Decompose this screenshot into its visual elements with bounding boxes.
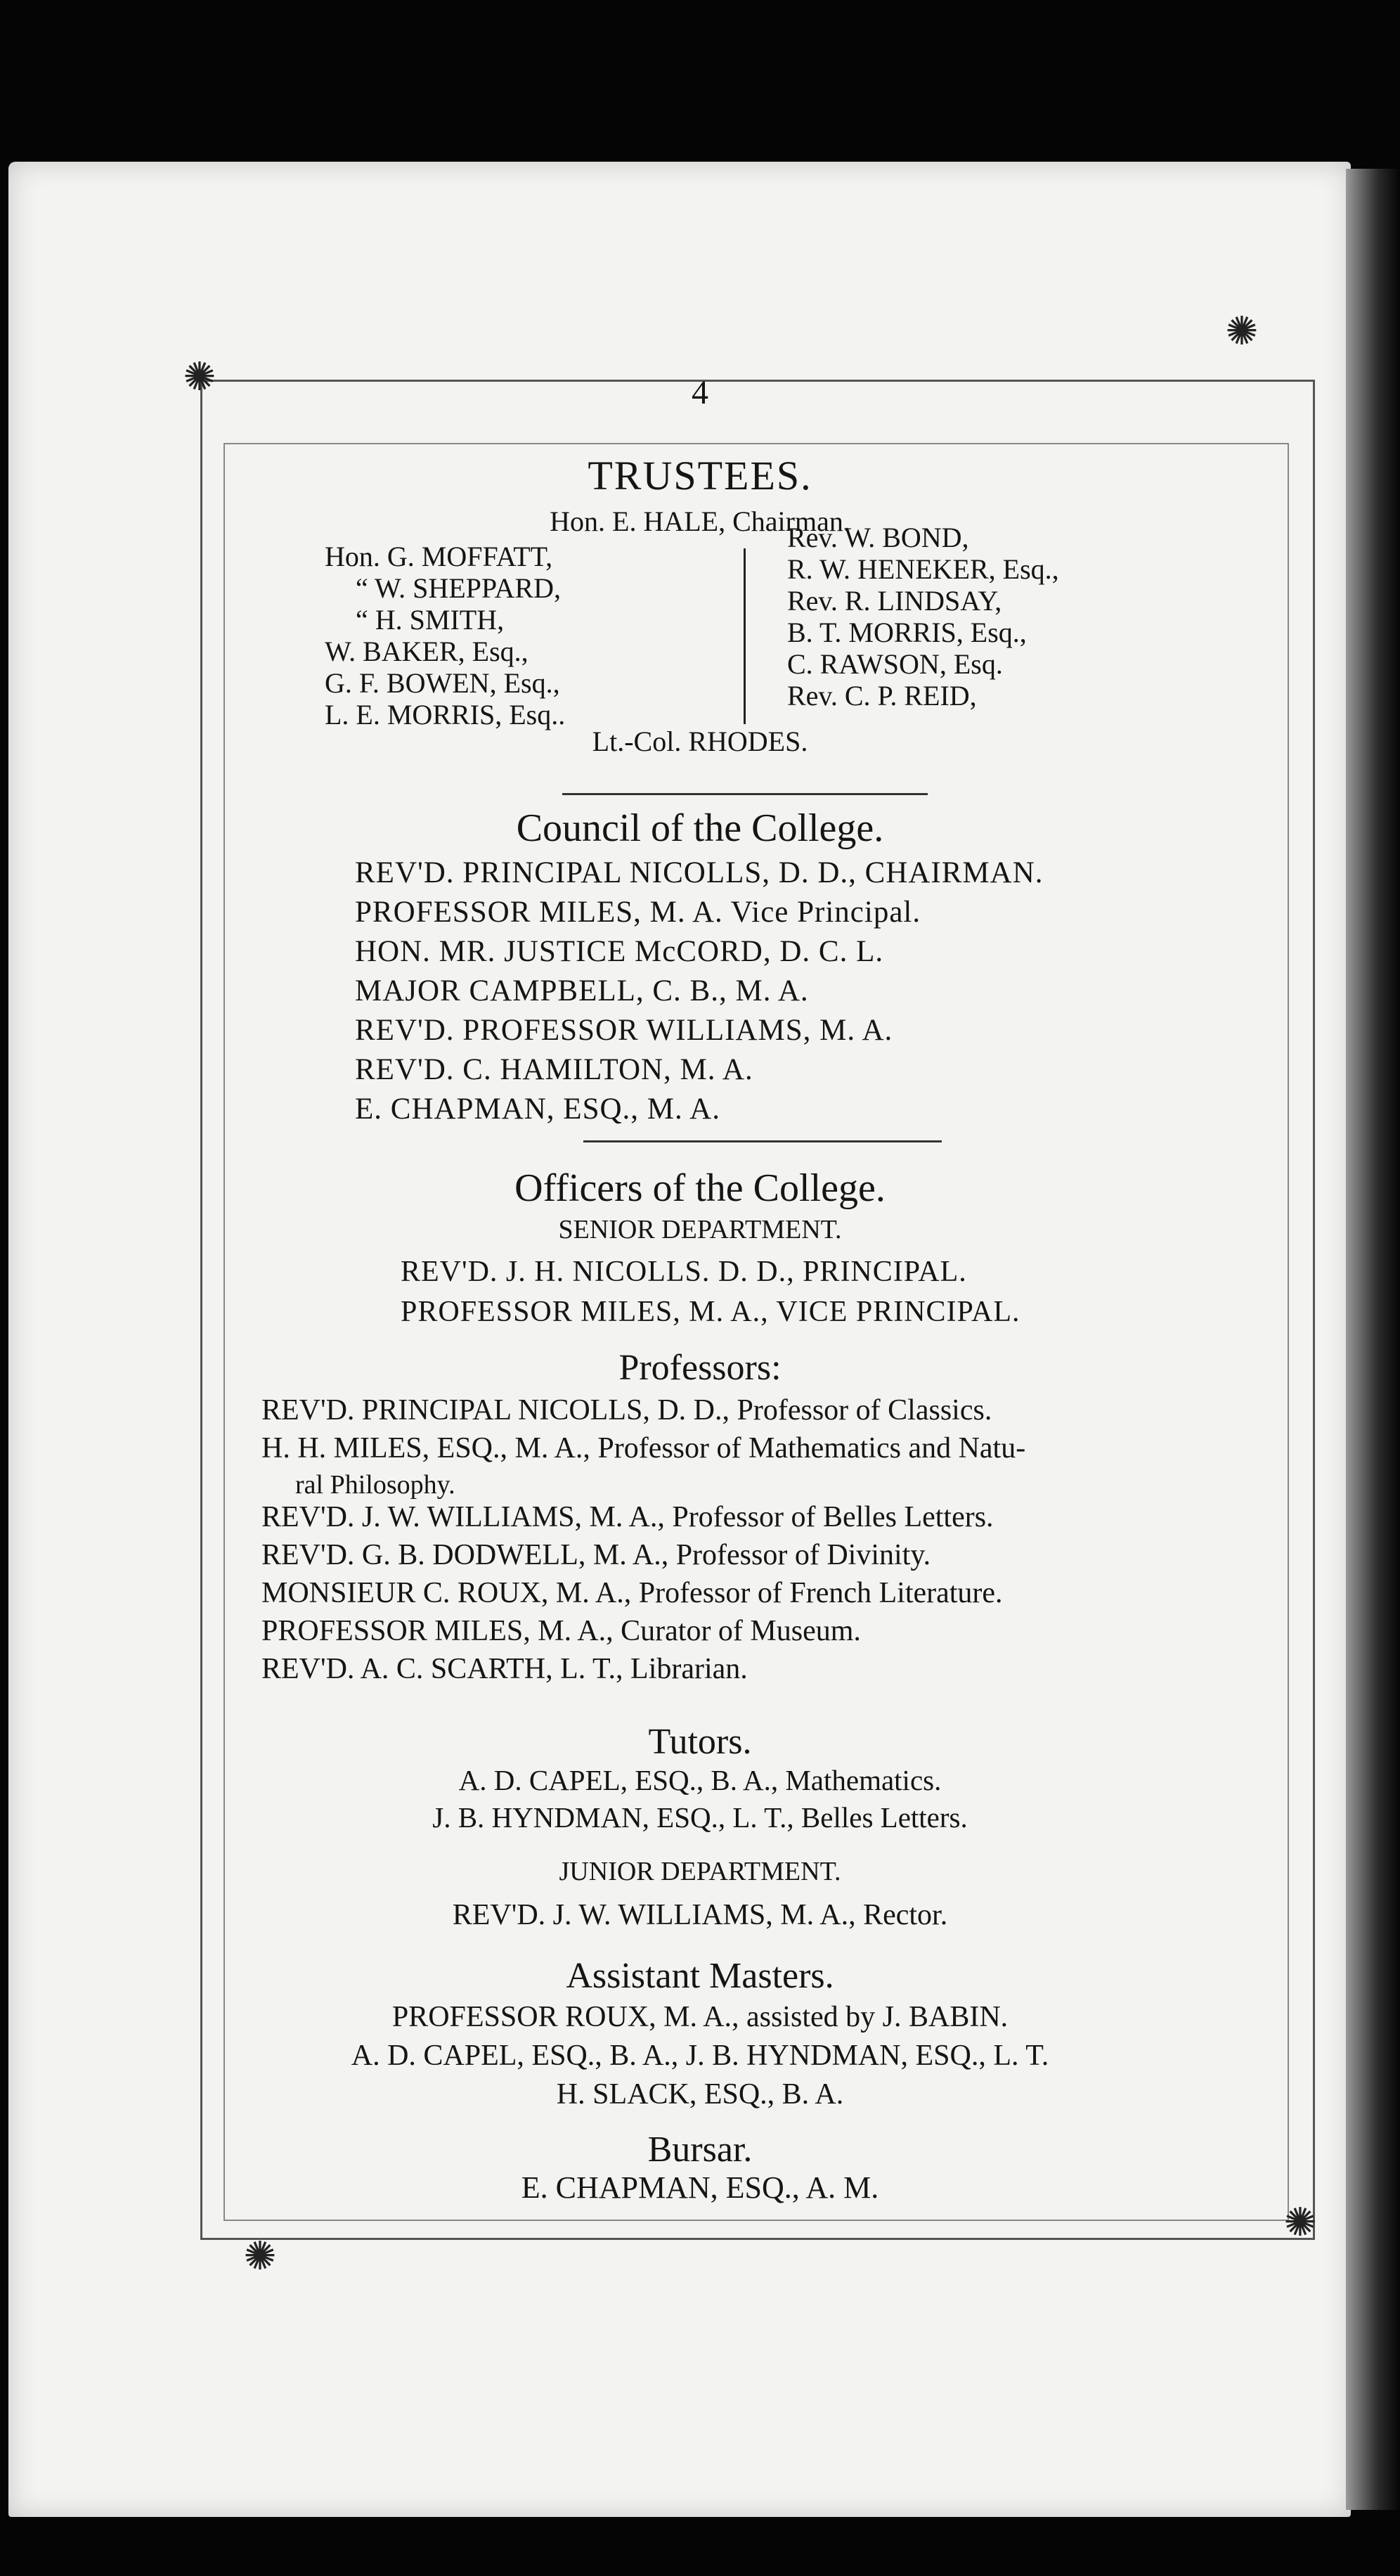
council-member: E. CHAPMAN, ESQ., M. A. (355, 1093, 720, 1126)
rector-entry: REV'D. J. W. WILLIAMS, M. A., Rector. (452, 1899, 948, 1931)
senior-department-heading: SENIOR DEPARTMENT. (558, 1215, 842, 1244)
professor-entry: REV'D. J. W. WILLIAMS, M. A., Professor of Belles Letters. (261, 1501, 994, 1533)
sunburst-ornament-icon: ✺ (1283, 2200, 1317, 2246)
professor-entry: MONSIEUR C. ROUX, M. A., Professor of French Literature. (261, 1577, 1003, 1609)
trustee-name: W. BAKER, Esq., (325, 636, 529, 667)
trustee-name: Rev. R. LINDSAY, (787, 585, 1002, 617)
senior-officer: REV'D. J. H. NICOLLS. D. D., PRINCIPAL. (401, 1256, 967, 1288)
professor-entry: PROFESSOR MILES, M. A., Curator of Museum. (261, 1615, 861, 1647)
professor-entry-continued: ral Philosophy. (295, 1470, 455, 1500)
professors-heading: Professors: (618, 1348, 782, 1388)
trustee-name: B. T. MORRIS, Esq., (787, 617, 1027, 648)
assistant-master-entry: A. D. CAPEL, ESQ., B. A., J. B. HYNDMAN, ESQ., L. T. (351, 2040, 1049, 2072)
tutor-entry: J. B. HYNDMAN, ESQ., L. T., Belles Letters. (432, 1801, 968, 1834)
tutors-heading: Tutors. (648, 1722, 752, 1762)
trustees-heading: TRUSTEES. (588, 453, 812, 498)
professors-list (261, 1396, 1025, 1687)
assistant-masters-heading: Assistant Masters. (566, 1956, 834, 1996)
council-member: REV'D. C. HAMILTON, M. A. (355, 1053, 753, 1086)
section-divider-rule (562, 793, 928, 795)
professor-entry: REV'D. G. B. DODWELL, M. A., Professor of Divinity. (261, 1539, 931, 1571)
council-member: REV'D. PRINCIPAL NICOLLS, D. D., CHAIRMAN. (355, 856, 1044, 889)
sunburst-ornament-icon: ✺ (183, 354, 216, 400)
tutor-entry: A. D. CAPEL, ESQ., B. A., Mathematics. (458, 1764, 942, 1796)
council-member: PROFESSOR MILES, M. A. Vice Principal. (355, 896, 921, 929)
trustees-column-divider (744, 548, 746, 724)
council-heading: Council of the College. (516, 806, 884, 850)
trustee-name: R. W. HENEKER, Esq., (787, 553, 1059, 585)
senior-officer: PROFESSOR MILES, M. A., VICE PRINCIPAL. (401, 1296, 1020, 1328)
sunburst-ornament-icon: ✺ (1225, 309, 1259, 354)
council-member: REV'D. PROFESSOR WILLIAMS, M. A. (355, 1014, 893, 1047)
trustees-left-column (325, 543, 565, 733)
section-divider-rule (583, 1140, 942, 1142)
professor-entry: REV'D. PRINCIPAL NICOLLS, D. D., Professor of Classics. (261, 1394, 992, 1427)
trustee-name: Hon. G. MOFFATT, (325, 541, 553, 572)
assistant-master-entry: H. SLACK, ESQ., B. A. (556, 2078, 844, 2111)
council-members-list (355, 858, 1044, 1133)
trustees-final-line: Lt.-Col. RHODES. (592, 726, 808, 757)
senior-officers-list (401, 1257, 1020, 1330)
trustee-name: G. F. BOWEN, Esq., (325, 667, 560, 699)
trustee-name: “ W. SHEPPARD, (356, 572, 561, 604)
trustee-name: Rev. W. BOND, (787, 522, 969, 553)
professor-entry: H. H. MILES, ESQ., M. A., Professor of Mathematics and Natu- (261, 1432, 1026, 1464)
page-number: 4 (692, 374, 708, 411)
trustees-chairman: Hon. E. HALE, Chairman. (550, 505, 850, 537)
trustee-name: L. E. MORRIS, Esq.. (325, 699, 566, 730)
assistant-master-entry: PROFESSOR ROUX, M. A., assisted by J. BABIN. (391, 2001, 1009, 2033)
sunburst-ornament-icon: ✺ (243, 2234, 277, 2279)
trustee-name: “ H. SMITH, (356, 604, 505, 636)
officers-heading: Officers of the College. (514, 1166, 886, 1210)
council-member: MAJOR CAMPBELL, C. B., M. A. (355, 974, 809, 1007)
trustee-name: Rev. C. P. REID, (787, 680, 977, 711)
junior-department-heading: JUNIOR DEPARTMENT. (559, 1857, 841, 1886)
council-member: HON. MR. JUSTICE McCORD, D. C. L. (355, 935, 884, 968)
bursar-entry: E. CHAPMAN, ESQ., A. M. (521, 2170, 879, 2205)
trustee-name: C. RAWSON, Esq. (787, 648, 1003, 680)
trustees-right-column (787, 524, 1059, 714)
professor-entry: REV'D. A. C. SCARTH, L. T., Librarian. (261, 1653, 748, 1685)
bursar-heading: Bursar. (647, 2130, 753, 2170)
